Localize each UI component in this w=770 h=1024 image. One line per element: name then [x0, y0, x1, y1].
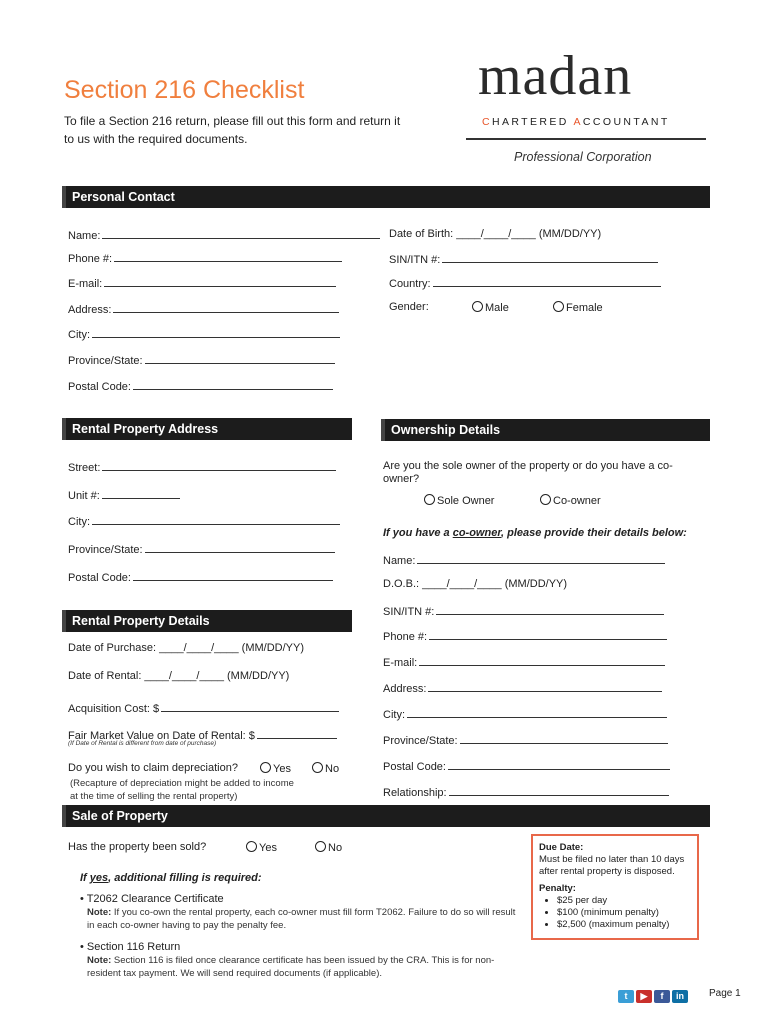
penalty-item: • $100 (minimum penalty) [557, 907, 691, 919]
t2062-item: • T2062 Clearance Certificate [80, 893, 224, 905]
field-co-address[interactable]: Address: [383, 681, 662, 695]
linkedin-icon[interactable]: in [672, 990, 688, 1003]
section-header-ownership: Ownership Details [381, 419, 710, 441]
logo-tagline: Professional Corporation [514, 150, 652, 164]
youtube-icon[interactable]: ▶ [636, 990, 652, 1003]
field-street[interactable]: Street: [68, 460, 336, 474]
radio-gender-male[interactable]: Male [472, 301, 509, 314]
ownership-question: Are you the sole owner of the property or do you have a co-owner? [383, 460, 673, 485]
recapture-note-2: at the time of selling the rental property) [70, 791, 238, 802]
field-sin[interactable]: SIN/ITN #: [389, 252, 658, 266]
section-header-rental-details: Rental Property Details [62, 610, 352, 632]
field-city[interactable]: City: [68, 327, 340, 341]
penalty-item: • $25 per day [557, 895, 691, 907]
field-email[interactable]: E-mail: [68, 276, 336, 290]
field-fair-market-value[interactable]: Fair Market Value on Date of Rental: $ [68, 728, 337, 742]
field-rental-province[interactable]: Province/State: [68, 542, 335, 556]
field-date-of-rental[interactable]: Date of Rental: ____/____/____ (MM/DD/YY) [68, 670, 290, 682]
social-icons [616, 986, 688, 1004]
due-date-box [531, 834, 699, 940]
twitter-icon[interactable]: t [618, 990, 634, 1003]
field-name[interactable]: Name: [68, 228, 380, 242]
field-rental-city[interactable]: City: [68, 514, 340, 528]
field-address[interactable]: Address: [68, 302, 339, 316]
t2062-note: Note: If you co-own the rental property, each co-owner must fill form T2062. Failure to do so will result in each co-owner having to pay the penalty fee. [87, 907, 516, 931]
field-country[interactable]: Country: [389, 276, 661, 290]
field-date-of-purchase[interactable]: Date of Purchase: ____/____/____ (MM/DD/YY) [68, 642, 305, 654]
radio-co-owner[interactable]: Co-owner [540, 494, 601, 507]
field-co-phone[interactable]: Phone #: [383, 629, 667, 643]
section116-note: Note: Section 116 is filed once clearance certificate has been issued by the CRA. This is for non-resident tax payment. We will send required documents (if applicable). [87, 955, 495, 979]
field-rental-postal[interactable]: Postal Code: [68, 570, 333, 584]
field-province[interactable]: Province/State: [68, 353, 335, 367]
field-postal-code[interactable]: Postal Code: [68, 379, 333, 393]
radio-sold-no[interactable]: No [315, 841, 342, 854]
due-date-text: Must be filed no later than 10 days after rental property is disposed. [539, 854, 685, 877]
field-unit[interactable]: Unit #: [68, 488, 180, 502]
penalty-item: • $2,500 (maximum penalty) [557, 919, 691, 931]
sold-question: Has the property been sold? [68, 841, 207, 853]
field-co-dob[interactable]: D.O.B.: ____/____/____ (MM/DD/YY) [383, 578, 568, 590]
field-gender-label: Gender: [389, 301, 429, 313]
logo-subtitle: CHARTERED ACCOUNTANT [482, 116, 670, 128]
field-co-postal[interactable]: Postal Code: [383, 759, 670, 773]
page-number: Page 1 [709, 988, 741, 999]
field-co-city[interactable]: City: [383, 707, 667, 721]
co-owner-instruction: If you have a co-owner, please provide their details below: [383, 527, 687, 539]
section-header-rental-address: Rental Property Address [62, 418, 352, 440]
logo-divider [466, 138, 706, 140]
field-co-name[interactable]: Name: [383, 553, 665, 567]
due-date-title: Due Date: [539, 842, 584, 853]
section-header-sale: Sale of Property [62, 805, 710, 827]
radio-depreciation-no[interactable]: No [312, 762, 339, 775]
page-title: Section 216 Checklist [64, 76, 305, 104]
radio-depreciation-yes[interactable]: Yes [260, 762, 291, 775]
fmv-note: (If Date of Rental is different from date of purchase) [68, 740, 217, 747]
penalty-title: Penalty: [539, 883, 576, 894]
intro-text: To file a Section 216 return, please fill out this form and return it to us with the required documents. [64, 114, 401, 146]
field-co-email[interactable]: E-mail: [383, 655, 665, 669]
field-co-sin[interactable]: SIN/ITN #: [383, 604, 664, 618]
section116-item: • Section 116 Return [80, 941, 181, 953]
penalty-list [539, 895, 691, 931]
company-logo: madan [478, 45, 633, 107]
section-header-personal: Personal Contact [62, 186, 710, 208]
depreciation-question: Do you wish to claim depreciation? [68, 762, 238, 774]
recapture-note-1: (Recapture of depreciation might be added to income [70, 778, 294, 789]
radio-sold-yes[interactable]: Yes [246, 841, 277, 854]
facebook-icon[interactable]: f [654, 990, 670, 1003]
field-phone[interactable]: Phone #: [68, 251, 342, 265]
field-co-relationship[interactable]: Relationship: [383, 785, 669, 799]
radio-gender-female[interactable]: Female [553, 301, 603, 314]
field-acquisition-cost[interactable]: Acquisition Cost: $ [68, 701, 339, 715]
field-date-of-birth[interactable]: Date of Birth: ____/____/____ (MM/DD/YY) [389, 228, 602, 240]
field-co-province[interactable]: Province/State: [383, 733, 668, 747]
radio-sole-owner[interactable]: Sole Owner [424, 494, 494, 507]
additional-filing-heading: If yes, additional filling is required: [80, 872, 262, 884]
